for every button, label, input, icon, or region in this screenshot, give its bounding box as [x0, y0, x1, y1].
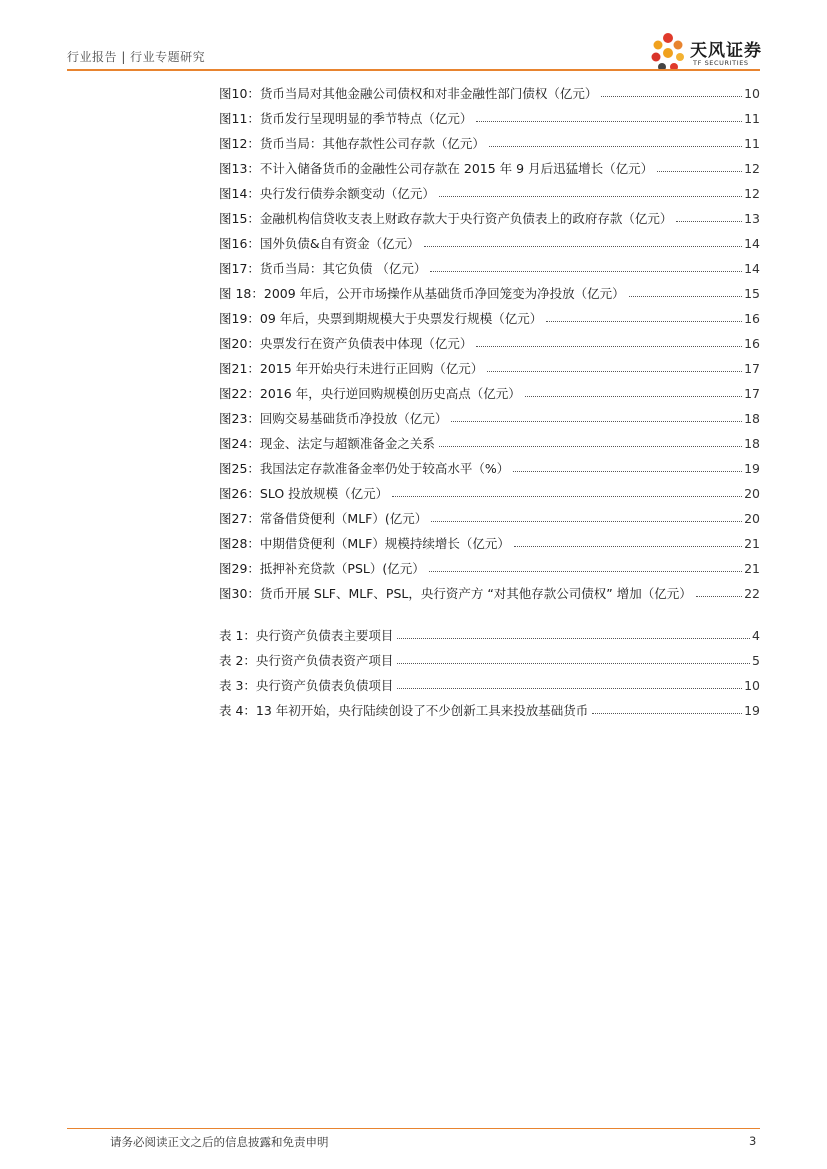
figure-entry[interactable]: [219, 103, 760, 128]
table-list: [219, 620, 760, 720]
figure-entry-label: 图13：不计入储备货币的金融性公司存款在 2015 年 9 月后迅猛增长（亿元）: [219, 160, 654, 176]
table-entry-label: 表 1：央行资产负债表主要项目: [219, 627, 394, 643]
dot-leader: [676, 221, 742, 222]
dot-leader: [397, 663, 750, 664]
dot-leader: [397, 688, 742, 689]
figure-entry-label: 图12：货币当局：其他存款性公司存款（亿元）: [219, 135, 485, 151]
footer-divider: [67, 1128, 760, 1129]
logo-mark-icon: [648, 30, 688, 74]
figure-entry[interactable]: [219, 453, 760, 478]
dot-leader: [476, 121, 742, 122]
figure-entry-page: 12: [744, 160, 760, 176]
figure-entry-label: 图10：货币当局对其他金融公司债权和对非金融性部门债权（亿元）: [219, 85, 598, 101]
figure-entry-page: 14: [744, 260, 760, 276]
figure-entry-page: 20: [744, 485, 760, 501]
dot-leader: [601, 96, 742, 97]
figure-entry-label: 图30：货币开展 SLF、MLF、PSL，央行资产方 “对其他存款公司债权” 增加（亿元）: [219, 585, 692, 601]
figure-entry-page: 18: [744, 410, 760, 426]
company-logo: [648, 30, 768, 74]
figure-entry-label: 图29：抵押补充贷款（PSL）(亿元）: [219, 560, 425, 576]
header-section-label: 行业报告 | 行业专题研究: [67, 50, 206, 64]
table-entry-label: 表 2：央行资产负债表资产项目: [219, 652, 394, 668]
figure-entry-page: 14: [744, 235, 760, 251]
figure-entry[interactable]: [219, 428, 760, 453]
figure-entry[interactable]: [219, 403, 760, 428]
logo-subtitle: TF SECURITIES: [693, 59, 749, 67]
figure-entry[interactable]: [219, 378, 760, 403]
table-entry-page: 5: [752, 652, 760, 668]
figure-entry-label: 图24：现金、法定与超额准备金之关系: [219, 435, 435, 451]
dot-leader: [431, 521, 742, 522]
figure-entry-label: 图28：中期借贷便利（MLF）规模持续增长（亿元）: [219, 535, 510, 551]
figure-entry[interactable]: [219, 503, 760, 528]
dot-leader: [429, 571, 742, 572]
dot-leader: [696, 596, 742, 597]
dot-leader: [451, 421, 742, 422]
dot-leader: [430, 271, 742, 272]
figure-entry-page: 20: [744, 510, 760, 526]
dot-leader: [392, 496, 742, 497]
figure-entry-page: 16: [744, 335, 760, 351]
table-entry[interactable]: [219, 670, 760, 695]
figure-entry[interactable]: [219, 178, 760, 203]
figure-entry[interactable]: [219, 328, 760, 353]
table-entry-label: 表 3：央行资产负债表负债项目: [219, 677, 394, 693]
figure-entry-label: 图 18：2009 年后，公开市场操作从基础货币净回笼变为净投放（亿元）: [219, 285, 625, 301]
table-entry[interactable]: [219, 645, 760, 670]
figure-entry-label: 图19：09 年后，央票到期规模大于央票发行规模（亿元）: [219, 310, 543, 326]
figure-entry[interactable]: [219, 553, 760, 578]
table-entry-label: 表 4：13 年初开始，央行陆续创设了不少创新工具来投放基础货币: [219, 702, 589, 718]
figure-entry[interactable]: [219, 203, 760, 228]
figure-entry-page: 12: [744, 185, 760, 201]
figure-entry-page: 22: [744, 585, 760, 601]
figure-entry-page: 21: [744, 535, 760, 551]
figure-entry-page: 13: [744, 210, 760, 226]
dot-leader: [489, 146, 742, 147]
figure-entry-label: 图16：国外负债&自有资金（亿元）: [219, 235, 420, 251]
dot-leader: [525, 396, 742, 397]
figure-entry-label: 图15：金融机构信贷收支表上财政存款大于央行资产负债表上的政府存款（亿元）: [219, 210, 673, 226]
table-entry[interactable]: [219, 695, 760, 720]
figure-entry[interactable]: [219, 578, 760, 603]
table-entry[interactable]: [219, 620, 760, 645]
figure-entry[interactable]: [219, 153, 760, 178]
figure-entry-page: 15: [744, 285, 760, 301]
figure-entry[interactable]: [219, 228, 760, 253]
table-entry-page: 19: [744, 702, 760, 718]
figure-entry-label: 图21：2015 年开始央行未进行正回购（亿元）: [219, 360, 484, 376]
dot-leader: [439, 196, 742, 197]
figure-entry-label: 图22：2016 年，央行逆回购规模创历史高点（亿元）: [219, 385, 521, 401]
figure-entry[interactable]: [219, 78, 760, 103]
figure-entry-label: 图11：货币发行呈现明显的季节特点（亿元）: [219, 110, 473, 126]
figure-entry-page: 18: [744, 435, 760, 451]
figure-entry-label: 图25：我国法定存款准备金率仍处于较高水平（%）: [219, 460, 510, 476]
figure-entry[interactable]: [219, 128, 760, 153]
dot-leader: [514, 546, 742, 547]
figure-entry-label: 图27：常备借贷便利（MLF）(亿元）: [219, 510, 428, 526]
figure-entry-label: 图23：回购交易基础货币净投放（亿元）: [219, 410, 448, 426]
dot-leader: [629, 296, 742, 297]
dot-leader: [476, 346, 742, 347]
dot-leader: [424, 246, 742, 247]
dot-leader: [592, 713, 742, 714]
table-entry-page: 4: [752, 627, 760, 643]
figure-entry-page: 17: [744, 360, 760, 376]
figure-entry[interactable]: [219, 353, 760, 378]
dot-leader: [513, 471, 742, 472]
figure-entry[interactable]: [219, 478, 760, 503]
dot-leader: [546, 321, 742, 322]
table-entry-page: 10: [744, 677, 760, 693]
page-number: 3: [749, 1134, 757, 1148]
footer-disclaimer: 请务必阅读正文之后的信息披露和免责申明: [110, 1135, 329, 1149]
logo-name: 天风证券: [690, 41, 762, 61]
figure-entry[interactable]: [219, 528, 760, 553]
dot-leader: [397, 638, 750, 639]
figure-entry-page: 10: [744, 85, 760, 101]
figure-entry-label: 图14：央行发行债券余额变动（亿元）: [219, 185, 435, 201]
figure-entry[interactable]: [219, 253, 760, 278]
figure-entry-label: 图26：SLO 投放规模（亿元）: [219, 485, 389, 501]
dot-leader: [439, 446, 742, 447]
figure-entry-page: 21: [744, 560, 760, 576]
dot-leader: [657, 171, 742, 172]
figure-entry-page: 17: [744, 385, 760, 401]
figure-entry-page: 11: [744, 135, 760, 151]
header-divider: [67, 69, 760, 71]
figure-entry[interactable]: [219, 303, 760, 328]
figure-entry-page: 19: [744, 460, 760, 476]
figure-entry[interactable]: [219, 278, 760, 303]
figure-entry-page: 16: [744, 310, 760, 326]
figure-entry-page: 11: [744, 110, 760, 126]
figure-entry-label: 图20：央票发行在资产负债表中体现（亿元）: [219, 335, 473, 351]
figure-entry-label: 图17：货币当局：其它负债 （亿元）: [219, 260, 427, 276]
figure-list: [219, 78, 760, 603]
dot-leader: [487, 371, 742, 372]
